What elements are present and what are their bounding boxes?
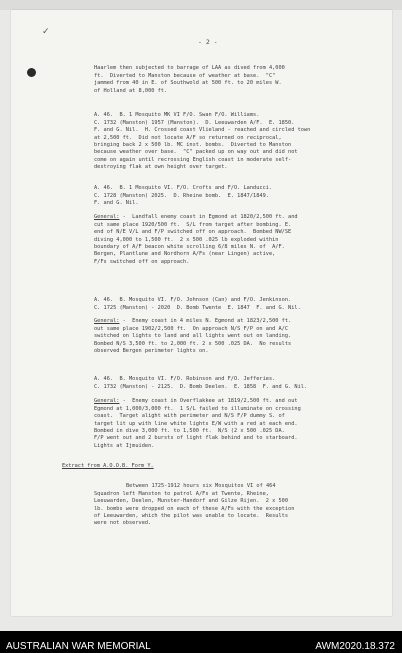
general-report-robinson xyxy=(94,391,384,458)
text-line: destroying flak at own height over target. xyxy=(94,164,228,171)
extract-heading: Extract from A.O.O.B. Form Y. xyxy=(62,463,154,469)
scan-background xyxy=(0,0,402,10)
text-line: coast. Target alight with perimeter and N/S F/P dummy S. of xyxy=(94,413,285,420)
text-line: Egmond at 1,000/3,000 ft. 1 S/L failed to illuminate on crossing xyxy=(94,405,301,412)
text-line: diving 4,000 to 1,500 ft. 2 x 500 .025 lb exploded within xyxy=(94,236,279,243)
text-line: come on again until recrossing English coast in moderate self- xyxy=(94,156,292,163)
paragraph-haarlem xyxy=(94,58,384,102)
sortie-report-swan xyxy=(94,105,384,179)
general-label: General: xyxy=(94,318,120,325)
text-line: were not observed. xyxy=(94,520,152,527)
text-line xyxy=(94,398,384,405)
text-line: C. 1732 (Manston) - 2125. D. Bomb Deelen. E. 1858 F. and G. Nil. xyxy=(94,383,308,390)
text-line: A. 46. B. Mosquito VI. F/O. Johnson (Can) and F/O. Jenkinson. xyxy=(94,297,292,304)
text-line: Bergen, Plantlune and Nordhorn A/Fs (near Lingen) active, xyxy=(94,251,276,258)
text-line: Lights at Ijmuiden. xyxy=(94,442,155,449)
text-line: jammed from 40 in E. of Southwold at 500 ft. to 20 miles W. xyxy=(94,80,282,87)
text-line: Between 1725-1912 hours six Mosquitos VI of 464 xyxy=(126,483,276,490)
text-line: out same place 1902/2,500 ft. On approach N/S F/P on and A/C xyxy=(94,325,289,332)
extract-paragraph xyxy=(94,476,384,535)
text-line: of Leeuwarden, which the pilot was unable to locate. Results xyxy=(94,513,289,520)
text-line: cut same place 1920/500 ft. S/L from target after bombing. E. xyxy=(94,221,292,228)
text-line: at 2,500 ft. Did not locate A/F so returned on reciprocal, xyxy=(94,134,282,141)
footer-institution: AUSTRALIAN WAR MEMORIAL xyxy=(6,641,151,652)
text-line: bringing back 2 x 500 lb. MC inst. bombs. Diverted to Manston xyxy=(94,142,292,149)
general-label: General: xyxy=(94,398,120,405)
text-line: target lit up with line white lights E/W with a red at each end. xyxy=(94,420,298,427)
archive-footer xyxy=(0,631,402,653)
text-line: Bombed in dive 3,000 ft. to 1,500 ft. N/S (2 x 500 .025 DA. xyxy=(94,428,285,435)
text-line: lb. bombs were dropped on each of these A/Fs with the exception xyxy=(94,505,295,512)
punch-hole xyxy=(27,68,36,77)
text-line: C. 1725 (Manston) - 2020 D. Bomb Twente E. 1847 F. and G. Nil. xyxy=(94,304,301,311)
text-line: C. 1732 (Manston) 1957 (Manston). D. Leeuwarden A/F. E. 1850. xyxy=(94,119,295,126)
text-line: F/P went out and 2 bursts of light flak behind and to starboard. xyxy=(94,435,298,442)
text-line: A. 46. B. 1 Mosquito MK VI F/O. Swan F/O. Williams. xyxy=(94,112,260,119)
text-line: observed Bergen perimeter lights on. xyxy=(94,348,209,355)
text-line: Bombed N/S 3,500 ft. to 2,000 ft. 2 x 500 .025 DA. No results xyxy=(94,340,292,347)
text-line xyxy=(94,214,384,221)
text-line: A. 46. B. Mosquito VI. F/O. Robinson and F/O. Jefferies. xyxy=(94,376,276,383)
text-line: - Enemy coast in 4 miles N. Egmond at 1823/2,500 ft. xyxy=(119,318,292,325)
page-number: - 2 - xyxy=(198,38,218,46)
general-report-johnson xyxy=(94,311,384,363)
text-line: - Enemy coast in Overflakkee at 1819/2,500 ft. and out xyxy=(119,398,298,405)
text-line: Haarlem then subjected to barrage of LAA as dived from 4,000 xyxy=(94,65,285,72)
text-line: Squadron left Manston to patrol A/Fs at Twente, Rheine, xyxy=(94,490,269,497)
general-report-crofts xyxy=(94,207,384,274)
text-line: ft. Diverted to Manston because of weather at base. "C" xyxy=(94,72,276,79)
text-line: Leeuwarden, Deelen, Munster-Handorf and Gilze Rijen. 2 x 500 xyxy=(94,498,289,505)
text-line: end of N/E V/L and F/P switched off on approach. Bombed NW/SE xyxy=(94,229,292,236)
text-line xyxy=(94,318,384,325)
tick-mark: ✓ xyxy=(42,27,50,37)
text-line: A. 46. B. 1 Mosquito VI. F/O. Crofts and F/O. Landucci. xyxy=(94,185,273,192)
footer-record-id: AWM2020.18.372 xyxy=(315,641,395,652)
text-line: switched on lights to land and all lights went out on landing. xyxy=(94,333,292,340)
text-line: of Holland at 8,000 ft. xyxy=(94,87,168,94)
text-line: F/Fs switched off on approach. xyxy=(94,258,190,265)
general-label: General: xyxy=(94,214,120,221)
text-line: C. 1728 (Manston) 2025. D. Rheine bomb. E. 1847/1849. xyxy=(94,192,269,199)
text-line: - Landfall enemy coast in Egmond at 1820/2,500 ft. and xyxy=(119,214,298,221)
text-line: boundary of A/F beacon white scrolling 6/8 miles N. of A/F. xyxy=(94,244,285,251)
text-line: F. and G. Nil. xyxy=(94,200,139,207)
text-line: F. and G. Nil. H. Crossed coast Vlieland - reached and circled town xyxy=(94,127,311,134)
text-line: because weather over base. "C" packed up on way out and did not xyxy=(94,149,298,156)
